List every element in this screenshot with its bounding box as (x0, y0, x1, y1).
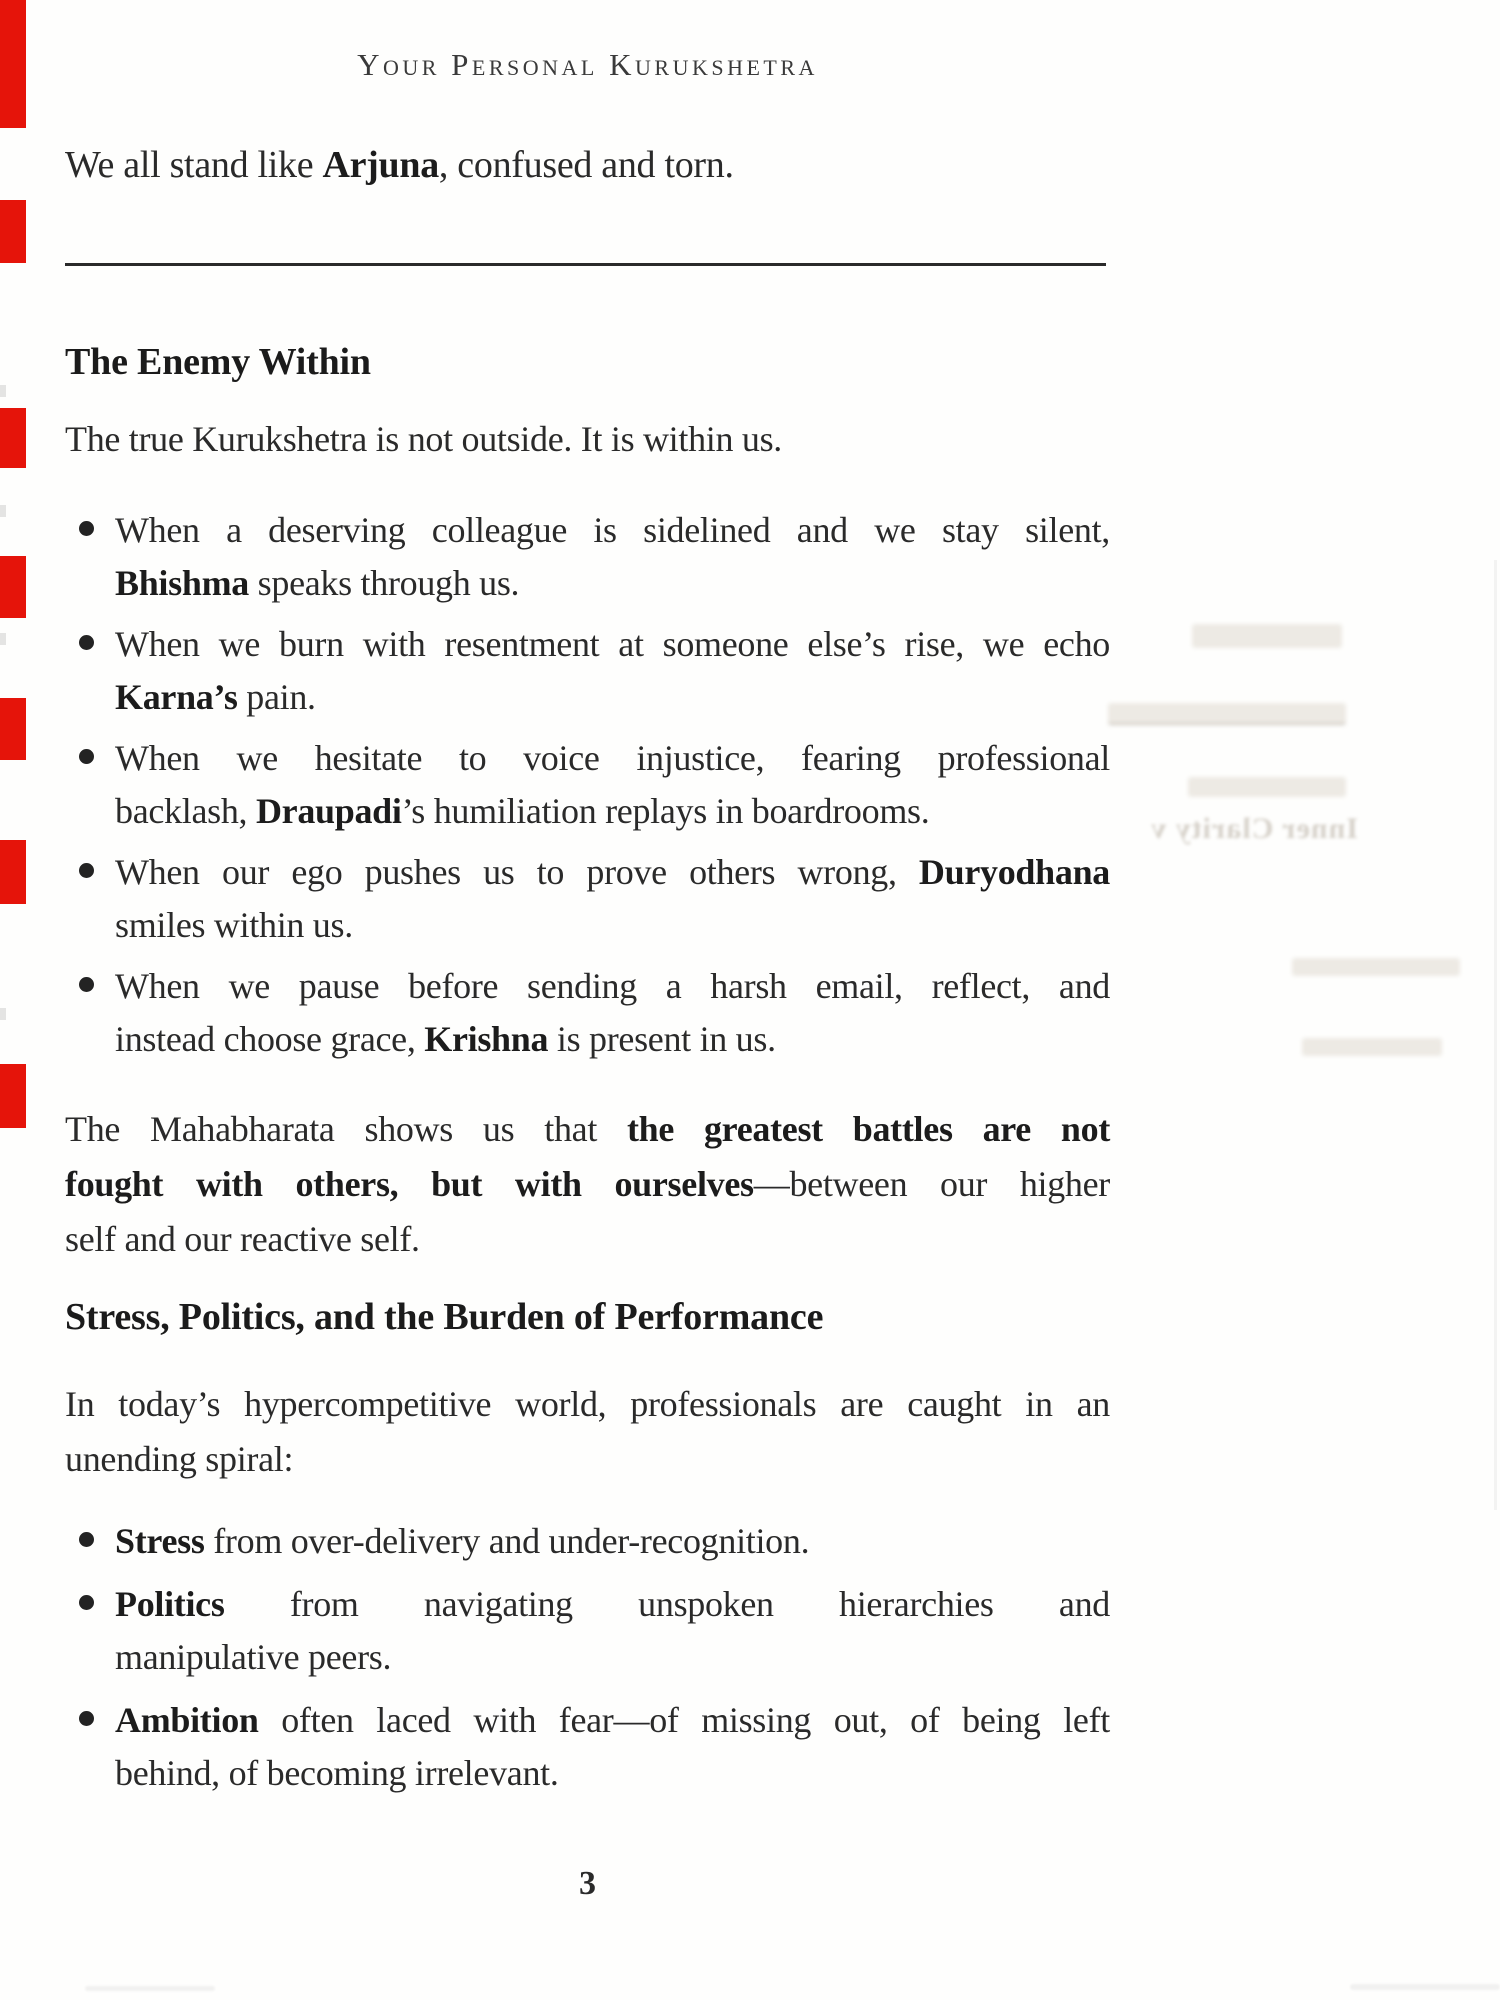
intro-paragraph (65, 140, 1110, 190)
text-segment: , confused and torn. (438, 144, 734, 186)
red-scan-mark (0, 408, 26, 468)
bullet-line (115, 1578, 1110, 1631)
bullet-dot-icon (79, 749, 94, 764)
text-segment: When we hesitate to voice injustice, fearing professional (115, 738, 1110, 778)
page-content (65, 0, 1110, 1904)
bullet-item-draupadi (65, 732, 1110, 838)
text-segment: manipulative peers. (115, 1637, 392, 1677)
edge-marks-layer (0, 0, 30, 2000)
bullet-item-ambition (65, 1694, 1110, 1800)
text-segment: ’s humiliation replays in boardrooms. (401, 791, 930, 831)
bullet-line (115, 785, 1110, 838)
bullet-line (115, 1013, 1110, 1066)
red-scan-mark (0, 840, 26, 904)
bold-term-draupadi: Draupadi (255, 791, 402, 831)
bullet-line (115, 504, 1110, 557)
text-segment: The Mahabharata shows us that (65, 1109, 627, 1149)
bullet-line (115, 1631, 1110, 1684)
bold-phrase: fought with others, but with ourselves (65, 1164, 754, 1204)
bullet-dot-icon (79, 1595, 94, 1610)
section-heading-stress-politics: Stress, Politics, and the Burden of Performance (65, 1296, 824, 1338)
paragraph-line (65, 1157, 1110, 1212)
bullet-dot-icon (79, 635, 94, 650)
text-segment: unending spiral: (65, 1439, 294, 1479)
showthrough-smudge (1292, 958, 1460, 976)
showthrough-smudge (1108, 703, 1346, 725)
bullet-dot-icon (79, 863, 94, 878)
text-segment: We all stand like (65, 144, 323, 186)
bullet-dot-icon (79, 977, 94, 992)
bullet-item-krishna (65, 960, 1110, 1066)
bullet-dot-icon (79, 521, 94, 536)
bullet-dot-icon (79, 1532, 94, 1547)
text-segment: When our ego pushes us to prove others wrong, (115, 852, 919, 892)
scanner-tick (0, 633, 6, 645)
scanner-tick (0, 505, 6, 517)
text-segment: instead choose grace, (115, 1019, 425, 1059)
bullet-item-stress (65, 1515, 1110, 1568)
showthrough-smudge (1188, 777, 1346, 797)
bullet-line (115, 960, 1110, 1013)
section-heading-enemy-within: The Enemy Within (65, 341, 371, 383)
red-scan-mark (0, 200, 26, 263)
bullet-line (115, 618, 1110, 671)
section-divider (65, 263, 1106, 266)
red-scan-mark (0, 1064, 26, 1128)
bold-term-krishna: Krishna (424, 1019, 549, 1059)
text-segment: —between our higher (753, 1164, 1110, 1204)
intro-line (65, 140, 1110, 190)
spiral-paragraph (65, 1377, 1110, 1487)
bold-phrase: the greatest battles are not (626, 1109, 1111, 1149)
text-segment: from navigating unspoken hierarchies and (224, 1584, 1110, 1624)
text-segment: When a deserving colleague is sidelined and we stay silent, (115, 510, 1110, 550)
running-header: Your Personal Kurukshetra (357, 47, 818, 82)
mahabharata-paragraph (65, 1102, 1110, 1267)
bullet-item-duryodhana (65, 846, 1110, 952)
paragraph-line (65, 1212, 1110, 1267)
bullet-line (115, 671, 1110, 724)
red-scan-mark (0, 0, 26, 128)
red-scan-mark (0, 556, 26, 618)
lead-paragraph (65, 414, 1110, 464)
bold-term-arjuna: Arjuna (322, 144, 439, 186)
scan-edge-line (1494, 560, 1497, 1510)
bullet-item-bhishma (65, 504, 1110, 610)
text-segment: behind, of becoming irrelevant. (115, 1753, 559, 1793)
text-segment: is present in us. (548, 1019, 776, 1059)
bold-term-politics: Politics (115, 1584, 225, 1624)
text-segment: When we burn with resentment at someone else’s rise, we echo (115, 624, 1110, 664)
bullet-line (115, 1747, 1110, 1800)
bullet-line (115, 732, 1110, 785)
bullet-line (115, 846, 1110, 899)
bold-term-ambition: Ambition (115, 1700, 259, 1740)
paragraph-line (65, 1432, 1110, 1487)
lead-line: The true Kurukshetra is not outside. It is within us. (65, 419, 783, 459)
bullet-item-karna (65, 618, 1110, 724)
text-segment: backlash, (115, 791, 256, 831)
text-segment: In today’s hypercompetitive world, professionals are caught in an (65, 1384, 1110, 1424)
scanner-tick (0, 1008, 6, 1020)
bullet-line (115, 1694, 1110, 1747)
text-segment: often laced with fear—of missing out, of being left (258, 1700, 1110, 1740)
red-scan-mark (0, 698, 26, 760)
bold-term-karna: Karna’s (115, 677, 238, 717)
scan-wisp (1350, 1984, 1500, 1990)
showthrough-smudge (1302, 1038, 1442, 1056)
text-segment: pain. (237, 677, 316, 717)
showthrough-ghost-text: Inner Clarity v (1150, 812, 1358, 845)
bullet-line (115, 557, 1110, 610)
bold-term-duryodhana: Duryodhana (918, 852, 1110, 892)
text-segment: When we pause before sending a harsh email, reflect, and (115, 966, 1110, 1006)
paragraph-line (65, 1377, 1110, 1432)
bullet-line (115, 899, 1110, 952)
text-segment: speaks through us. (248, 563, 520, 603)
bullet-list-spiral (65, 1515, 1110, 1800)
bold-term-bhishma: Bhishma (115, 563, 249, 603)
bullet-list-enemy (65, 504, 1110, 1066)
scanner-tick (0, 385, 6, 397)
bold-term-stress: Stress (115, 1521, 205, 1561)
showthrough-smudge (1192, 624, 1342, 648)
text-segment: self and our reactive self. (65, 1219, 420, 1259)
bullet-line (115, 1515, 1110, 1568)
scan-wisp (85, 1986, 215, 1991)
text-segment: from over-delivery and under-recognition. (204, 1521, 810, 1561)
page-number: 3 (579, 1865, 596, 1902)
paragraph-line (65, 1102, 1110, 1157)
text-segment: smiles within us. (115, 905, 353, 945)
bullet-item-politics (65, 1578, 1110, 1684)
bullet-dot-icon (79, 1711, 94, 1726)
